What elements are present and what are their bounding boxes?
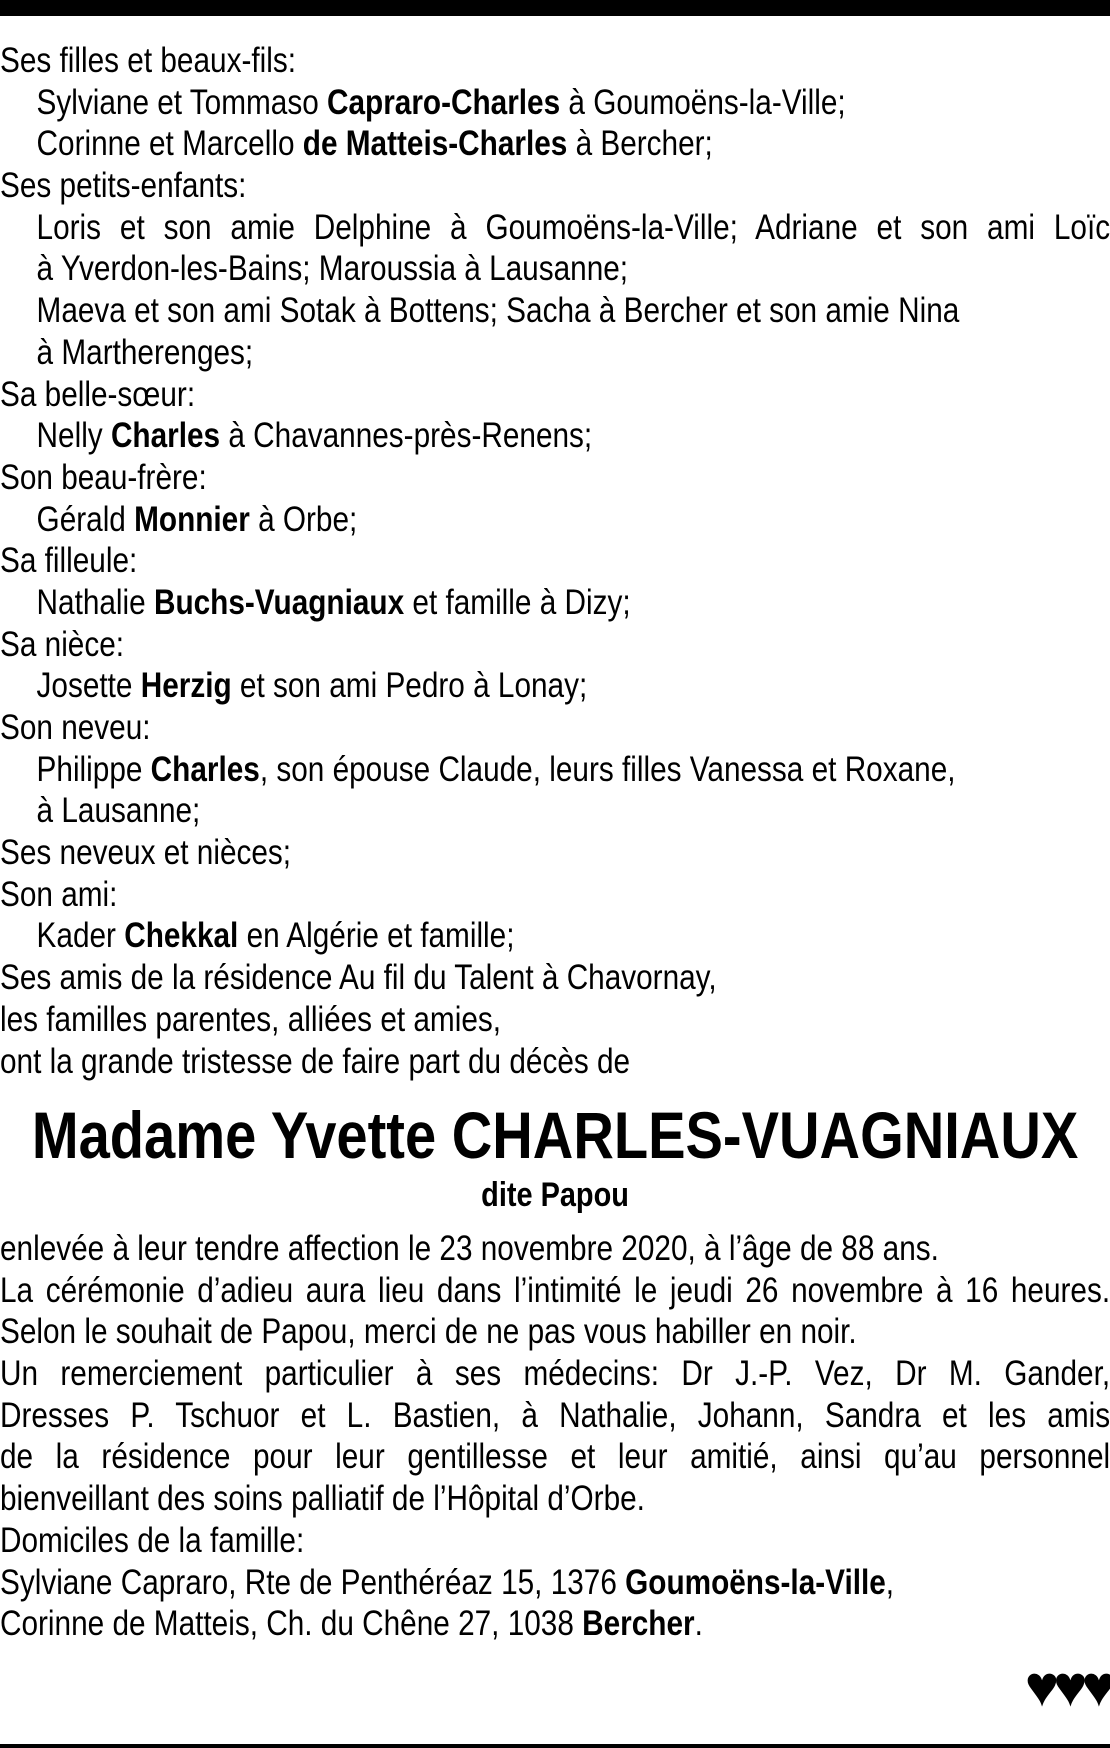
surname: Capraro-Charles: [327, 82, 561, 122]
text-segment: Son beau-frère:: [0, 457, 207, 497]
text-segment: à Chavannes-près-Renens;: [220, 416, 593, 456]
surname: Buchs-Vuagniaux: [153, 582, 405, 622]
text-line: [0, 1311, 1110, 1353]
top-rule: [0, 0, 1110, 16]
text-segment: La cérémonie d’adieu aura lieu dans l’intimité le jeudi 26 novembre à 16 heures.: [0, 1270, 1110, 1310]
text-line: [0, 40, 1110, 82]
text-segment: les familles parentes, alliées et amies,: [0, 999, 502, 1039]
text-line: [0, 957, 1110, 999]
text-segment: Sa belle-sœur:: [0, 374, 196, 414]
text-line: [0, 874, 1110, 916]
text-segment: ont la grande tristesse de faire part du décès de: [0, 1041, 631, 1081]
text-segment: Kader: [36, 916, 125, 956]
text-segment: bienveillant des soins palliatif de l’Hôpital d’Orbe.: [0, 1479, 645, 1519]
text-segment: Sa nièce:: [0, 624, 125, 664]
text-segment: Sa filleule:: [0, 541, 138, 581]
entry-line: [0, 499, 1110, 541]
text-segment: Son ami:: [0, 874, 118, 914]
text-segment: et famille à Dizy;: [404, 582, 631, 622]
surname: Charles: [110, 416, 221, 456]
entry-line: [0, 123, 1110, 165]
text-segment: Josette: [36, 666, 141, 706]
notice-body: [0, 1228, 1110, 1645]
text-segment: .: [694, 1604, 703, 1644]
text-line: [0, 165, 1110, 207]
text-segment: Gérald: [36, 499, 135, 539]
text-segment: Un remerciement particulier à ses médecins: Dr J.-P. Vez, Dr M. Gander,: [0, 1354, 1110, 1394]
text-line: [0, 832, 1110, 874]
deceased-nickname: dite Papou: [481, 1176, 629, 1214]
surname: Goumoëns-la-Ville: [625, 1562, 886, 1602]
text-segment: ,: [885, 1562, 895, 1602]
entry-line: [0, 290, 1110, 332]
text-line: [0, 624, 1110, 666]
entry-line: [0, 207, 1110, 249]
text-line: [0, 1041, 1110, 1083]
text-line: [0, 707, 1110, 749]
text-segment: à Yverdon-les-Bains; Maroussia à Lausanne;: [36, 249, 629, 289]
surname: Herzig: [140, 666, 232, 706]
text-segment: à Orbe;: [249, 499, 358, 539]
text-segment: Corinne et Marcello: [36, 124, 303, 164]
text-segment: en Algérie et famille;: [238, 916, 515, 956]
text-segment: Sylviane Capraro, Rte de Penthéréaz 15, 1376: [0, 1562, 626, 1602]
surname: de Matteis-Charles: [302, 124, 568, 164]
text-line: [0, 1228, 1110, 1270]
text-line: [0, 1436, 1110, 1478]
text-segment: Nelly: [36, 416, 111, 456]
surname: Chekkal: [124, 916, 239, 956]
text-segment: Sylviane et Tommaso: [36, 82, 328, 122]
text-segment: Ses filles et beaux-fils:: [0, 41, 296, 80]
entry-line: [0, 749, 1110, 791]
text-line: [0, 1478, 1110, 1520]
entry-line: [0, 915, 1110, 957]
entry-line: [0, 82, 1110, 124]
text-line: [0, 1270, 1110, 1312]
surname: Charles: [150, 749, 260, 789]
entry-line: [0, 332, 1110, 374]
text-line: [0, 1562, 1110, 1604]
text-segment: Dresses P. Tschuor et L. Bastien, à Nathalie, Johann, Sandra et les amis: [0, 1395, 1110, 1435]
text-segment: enlevée à leur tendre affection le 23 novembre 2020, à l’âge de 88 ans.: [0, 1229, 939, 1268]
text-line: [0, 374, 1110, 416]
text-segment: Corinne de Matteis, Ch. du Chêne 27, 1038: [0, 1604, 583, 1644]
text-line: [0, 457, 1110, 499]
entry-line: [0, 582, 1110, 624]
text-segment: Selon le souhait de Papou, merci de ne pas vous habiller en noir.: [0, 1312, 857, 1352]
entry-line: [0, 415, 1110, 457]
text-segment: à Bercher;: [567, 124, 713, 164]
surname: Bercher: [582, 1604, 695, 1644]
text-line: [0, 1603, 1110, 1645]
surname: Monnier: [134, 499, 250, 539]
text-segment: à Lausanne;: [36, 791, 201, 831]
text-segment: à Goumoëns-la-Ville;: [560, 82, 846, 122]
text-segment: de la résidence pour leur gentillesse et leur amitié, ainsi qu’au personnel: [0, 1437, 1110, 1477]
text-line: [0, 540, 1110, 582]
text-segment: Ses neveux et nièces;: [0, 833, 292, 873]
entry-line: [0, 790, 1110, 832]
text-segment: à Martherenges;: [36, 332, 254, 372]
text-segment: Son neveu:: [0, 708, 151, 747]
text-segment: Ses amis de la résidence Au fil du Talent à Chavornay,: [0, 958, 717, 998]
text-segment: Loris et son amie Delphine à Goumoëns-la-Ville; Adriane et son ami Loïc: [36, 207, 1110, 247]
entry-line: [0, 665, 1110, 707]
text-line: [0, 1395, 1110, 1437]
text-segment: Domiciles de la famille:: [0, 1520, 305, 1560]
text-segment: Nathalie: [36, 582, 154, 622]
text-segment: Maeva et son ami Sotak à Bottens; Sacha à Bercher et son amie Nina: [36, 291, 960, 331]
text-line: [0, 1520, 1110, 1562]
text-segment: et son ami Pedro à Lonay;: [231, 666, 588, 706]
text-segment: Ses petits-enfants:: [0, 166, 247, 206]
bottom-rule: [0, 1744, 1110, 1748]
deceased-name: Madame Yvette CHARLES-VUAGNIAUX: [31, 1098, 1079, 1172]
text-line: [0, 1353, 1110, 1395]
text-line: [0, 999, 1110, 1041]
text-segment: , son épouse Claude, leurs filles Vanessa et Roxane,: [259, 749, 956, 789]
text-segment: Philippe: [36, 749, 151, 789]
family-list: [0, 40, 1110, 1082]
hearts-icon: ♥♥♥: [1024, 1654, 1110, 1719]
entry-line: [0, 248, 1110, 290]
